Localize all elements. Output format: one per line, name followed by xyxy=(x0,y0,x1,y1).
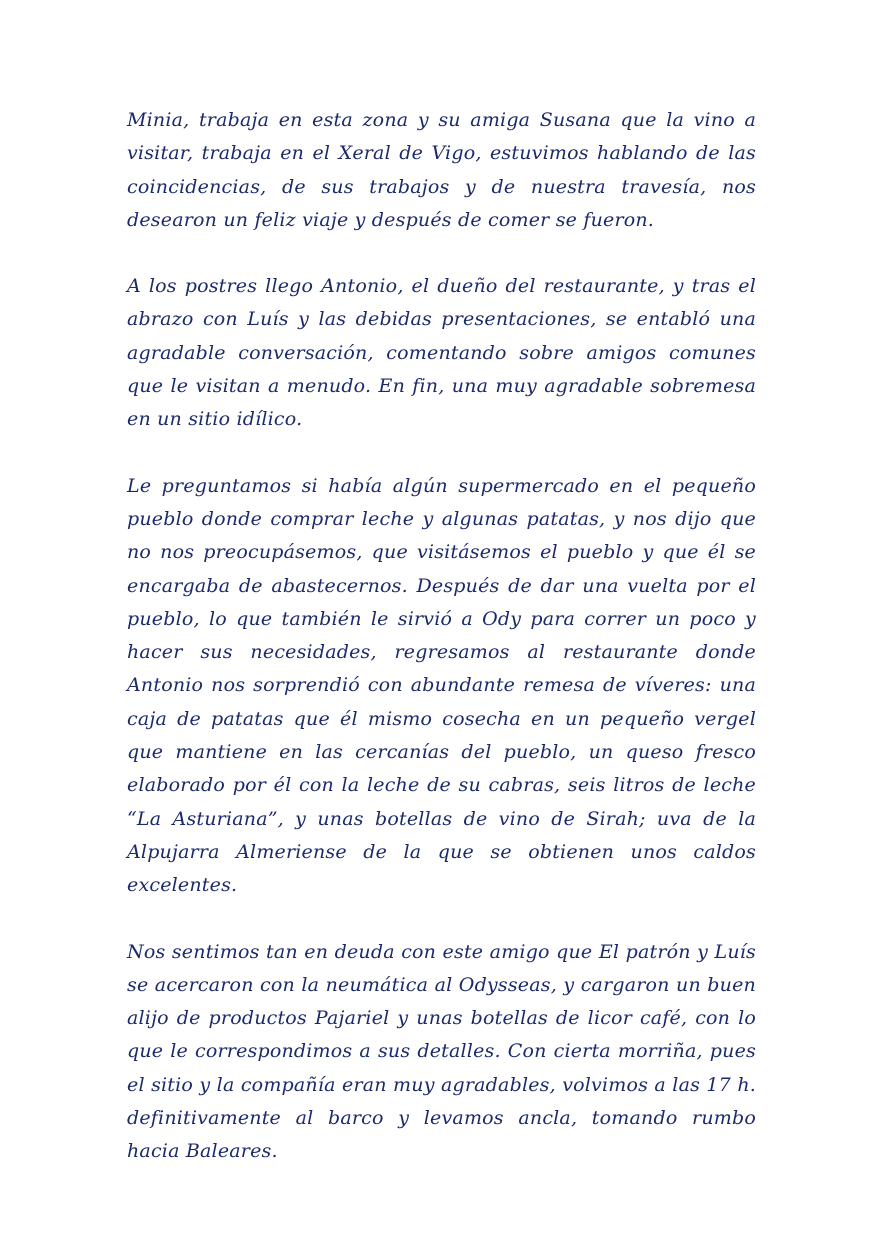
document-page xyxy=(127,104,756,1202)
paragraph-3: Le preguntamos si había algún supermercado en el pequeño pueblo donde comprar leche y algunas patatas, y nos dijo que no nos preocupásemos, que visitásemos el pueblo y que él se encargaba de abastecernos. Después de dar una vuelta por el pueblo, lo que también le sirvió a Ody para correr un poco y hacer sus necesidades, regresamos al restaurante donde Antonio nos sorprendió con abundante remesa de víveres: una caja de patatas que él mismo cosecha en un pequeño vergel que mantiene en las cercanías del pueblo, un queso fresco elaborado por él con la leche de su cabras, seis litros de leche “La Asturiana”, y unas botellas de vino de Sirah; uva de la Alpujarra Almeriense de la que se obtienen unos caldos excelentes. xyxy=(127,474,756,897)
paragraph-4: Nos sentimos tan en deuda con este amigo que El patrón y Luís se acercaron con la neumática al Odysseas, y cargaron un buen alijo de productos Pajariel y unas botellas de licor café, con lo que le correspondimos a sus detalles. Con cierta morriña, pues el sitio y la compañía eran muy agradables, volvimos a las 17 h. definitivamente al barco y levamos ancla, tomando rumbo hacia Baleares. xyxy=(127,940,756,1163)
paragraph-1: Minia, trabaja en esta zona y su amiga Susana que la vino a visitar, trabaja en el Xeral de Vigo, estuvimos hablando de las coincidencias, de sus trabajos y de nuestra travesía, nos desearon un feliz viaje y después de comer se fueron. xyxy=(127,109,756,231)
paragraph-2: A los postres llego Antonio, el dueño del restaurante, y tras el abrazo con Luís y las debidas presentaciones, se entabló una agradable conversación, comentando sobre amigos comunes que le visitan a menudo. En fin, una muy agradable sobremesa en un sitio idílico. xyxy=(127,275,756,431)
